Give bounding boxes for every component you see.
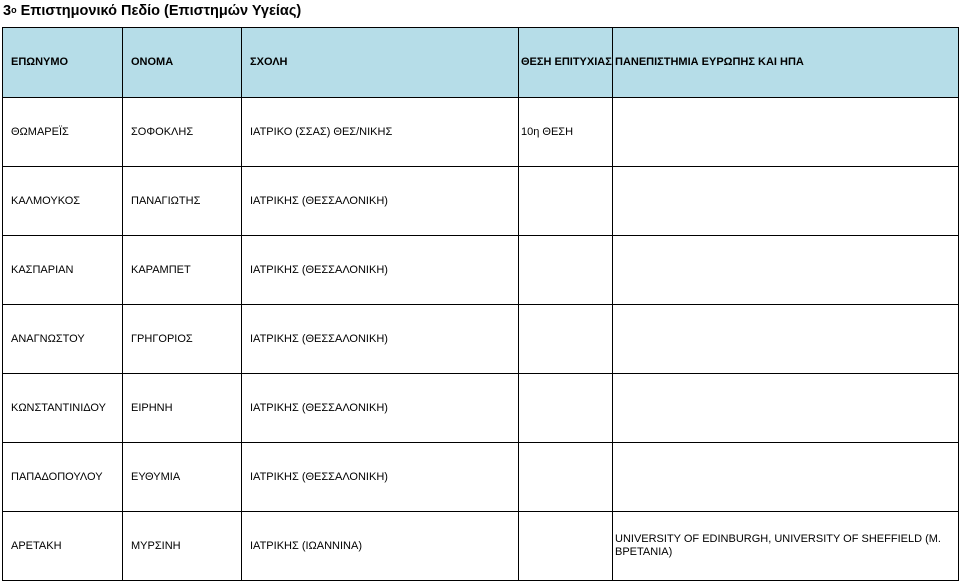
cell-first-name: ΚΑΡΑΜΠΕΤ — [123, 236, 242, 305]
table-row — [3, 305, 959, 374]
results-table — [2, 27, 959, 581]
table-row — [3, 167, 959, 236]
cell-universities — [613, 305, 959, 374]
cell-first-name: ΠΑΝΑΓΙΩΤΗΣ — [123, 167, 242, 236]
cell-universities — [613, 167, 959, 236]
table-header-row — [3, 28, 959, 98]
page-title — [3, 0, 301, 24]
cell-surname: ΑΡΕΤΑΚΗ — [3, 512, 123, 581]
cell-placement: 10η ΘΕΣΗ — [519, 98, 613, 167]
cell-placement — [519, 512, 613, 581]
table-row — [3, 374, 959, 443]
cell-surname: ΚΑΣΠΑΡΙΑΝ — [3, 236, 123, 305]
cell-universities — [613, 443, 959, 512]
cell-school: ΙΑΤΡΙΚΗΣ (ΙΩΑΝΝΙΝΑ) — [242, 512, 519, 581]
header-school: ΣΧΟΛΗ — [242, 28, 519, 98]
table-row — [3, 443, 959, 512]
title-superscript: ο — [11, 5, 17, 15]
cell-placement — [519, 236, 613, 305]
cell-surname: ΠΑΠΑΔΟΠΟΥΛΟΥ — [3, 443, 123, 512]
cell-school: ΙΑΤΡΙΚΗΣ (ΘΕΣΣΑΛΟΝΙΚΗ) — [242, 305, 519, 374]
cell-first-name: ΜΥΡΣΙΝΗ — [123, 512, 242, 581]
cell-placement — [519, 305, 613, 374]
header-first-name: ΟΝΟΜΑ — [123, 28, 242, 98]
cell-placement — [519, 443, 613, 512]
cell-surname: ΚΩΝΣΤΑΝΤΙΝΙΔΟΥ — [3, 374, 123, 443]
cell-universities: UNIVERSITY OF EDINBURGH, UNIVERSITY OF SHEFFIELD (Μ. ΒΡΕΤΑΝΙΑ) — [613, 512, 959, 581]
cell-school: ΙΑΤΡΙΚΟ (ΣΣΑΣ) ΘΕΣ/ΝΙΚΗΣ — [242, 98, 519, 167]
title-number: 3 — [3, 3, 12, 19]
table-row — [3, 98, 959, 167]
header-universities: ΠΑΝΕΠΙΣΤΗΜΙΑ ΕΥΡΩΠΗΣ ΚΑΙ ΗΠΑ — [613, 28, 959, 98]
cell-universities — [613, 236, 959, 305]
table-row — [3, 512, 959, 581]
cell-placement — [519, 374, 613, 443]
header-surname: ΕΠΩΝΥΜΟ — [3, 28, 123, 98]
title-text: Επιστημονικό Πεδίο (Επιστημών Υγείας) — [16, 3, 302, 19]
cell-first-name: ΓΡΗΓΟΡΙΟΣ — [123, 305, 242, 374]
table-row — [3, 236, 959, 305]
cell-school: ΙΑΤΡΙΚΗΣ (ΘΕΣΣΑΛΟΝΙΚΗ) — [242, 236, 519, 305]
cell-placement — [519, 167, 613, 236]
cell-surname: ΑΝΑΓΝΩΣΤΟΥ — [3, 305, 123, 374]
cell-school: ΙΑΤΡΙΚΗΣ (ΘΕΣΣΑΛΟΝΙΚΗ) — [242, 374, 519, 443]
cell-first-name: ΕΙΡΗΝΗ — [123, 374, 242, 443]
cell-surname: ΘΩΜΑΡΕΪΣ — [3, 98, 123, 167]
cell-universities — [613, 374, 959, 443]
cell-universities — [613, 98, 959, 167]
cell-surname: ΚΑΛΜΟΥΚΟΣ — [3, 167, 123, 236]
cell-first-name: ΕΥΘΥΜΙΑ — [123, 443, 242, 512]
header-placement: ΘΕΣΗ ΕΠΙΤΥΧΙΑΣ — [519, 28, 613, 98]
cell-school: ΙΑΤΡΙΚΗΣ (ΘΕΣΣΑΛΟΝΙΚΗ) — [242, 443, 519, 512]
cell-first-name: ΣΟΦΟΚΛΗΣ — [123, 98, 242, 167]
cell-school: ΙΑΤΡΙΚΗΣ (ΘΕΣΣΑΛΟΝΙΚΗ) — [242, 167, 519, 236]
